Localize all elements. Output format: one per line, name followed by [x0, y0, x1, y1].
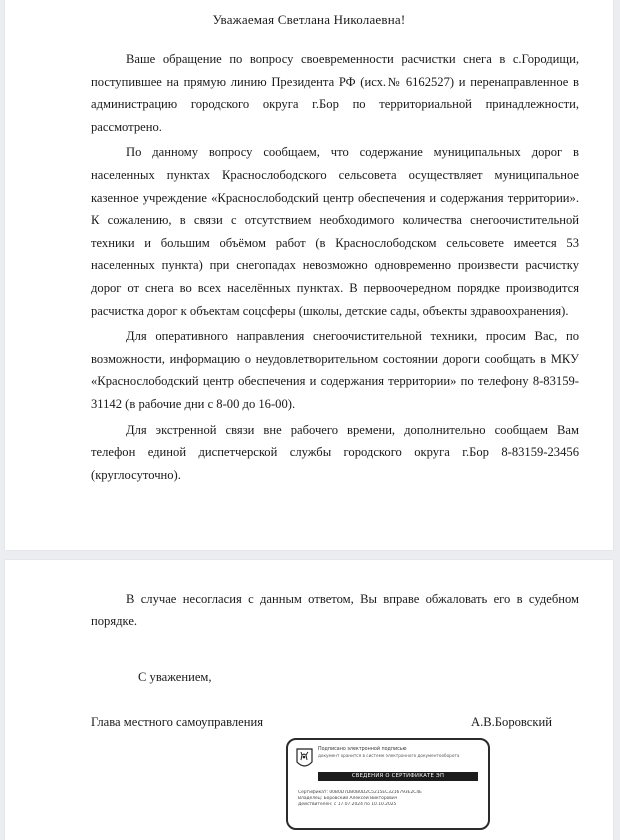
letter-page-1 — [5, 0, 613, 550]
signer-position: Глава местного самоуправления — [91, 715, 263, 729]
letter-body — [91, 48, 579, 489]
cert-title-text: Подписано электронной подписью — [318, 747, 407, 752]
cert-info-bar: СВЕДЕНИЯ О СЕРТИФИКАТЕ ЭП — [318, 772, 478, 781]
cert-details — [298, 790, 478, 808]
cert-validity: Действителен: с 17.07.2024 по 10.10.2025 — [298, 802, 397, 807]
e-signature-stamp — [286, 738, 490, 830]
paragraph-3: Для оперативного направления снегоочистительной техники, просим Вас, по возможности, информацию о неудовлетворительном состоянии дороги сообщать в МКУ «Краснослободский центр обеспечения и содержания территории» по телефону 8-83159-31142 (в рабочие дни с 8-00 до 16-00). — [91, 329, 579, 411]
cert-serial: Сертификат: 00B0D7DB0B0D2C5215EC3216793E2C4E — [298, 790, 422, 795]
signer-name: А.В.Боровский — [471, 715, 552, 729]
paragraph-2: По данному вопросу сообщаем, что содержание муниципальных дорог в населенных пунктах Краснослободского сельсовета осуществляет муниципальное казенное учреждение «Краснослободский центр обеспечения и содержания территории». К сожалению, в связи с отсутствием необходимого количества снегоочистительной техники и большим объёмом работ (в Краснослободском сельсовете имеется 53 населенных пункта) при снегопадах невозможно одновременно произвести расчистку дорог от снега во всех населённых пунктах. В первоочередном порядке производится расчистка дорог к объектам соцсферы (школы, детские сады, объекты здравоохранения). — [91, 145, 579, 318]
cert-owner: Владелец: Боровский Алексей Викторович — [298, 796, 398, 801]
paragraph-4: Для экстренной связи вне рабочего времени, дополнительно сообщаем Вам телефон единой диспетчерской службы городского округа г.Бор 8-83159-23456 (круглосуточно). — [91, 422, 579, 482]
regards: С уважением, — [138, 670, 212, 684]
greeting: Уважаемая Светлана Николаевна! — [212, 12, 406, 27]
paragraph-1: Ваше обращение по вопросу своевременности расчистки снега в с.Городищи, поступившее на прямую линию Президента РФ (исх.№ 6162527) и перенаправленное в администрацию городского округа г.Бор по территориальной принадлежности, рассмотрено. — [91, 52, 579, 134]
cert-subtitle: документ хранится в системе электронного документооборота — [318, 753, 460, 758]
cert-title — [318, 747, 482, 759]
appeal-notice: В случае несогласия с данным ответом, Вы вправе обжаловать его в судебном порядке. — [91, 592, 579, 628]
deer-emblem-icon — [296, 748, 313, 770]
letter-page-2 — [5, 560, 613, 840]
